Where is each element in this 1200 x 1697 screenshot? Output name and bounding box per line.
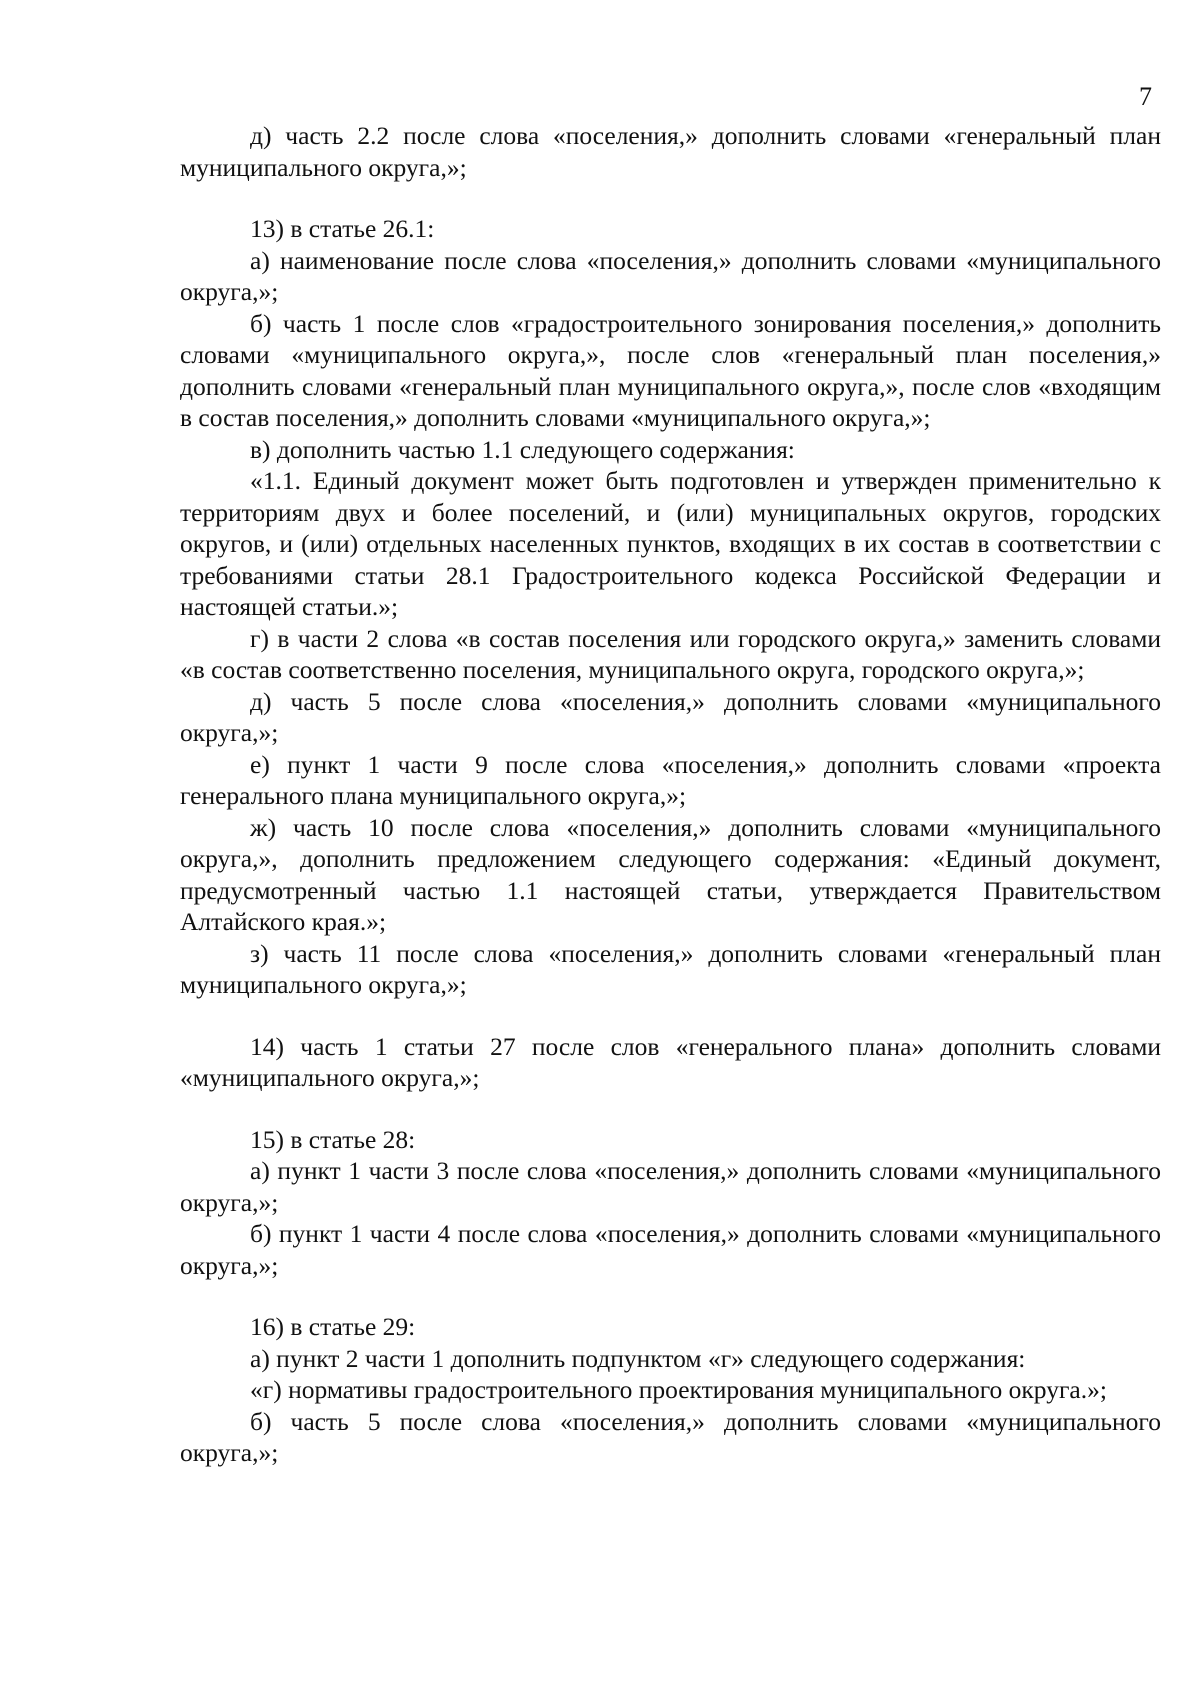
document-body [180, 120, 1161, 1469]
paragraph: б) часть 1 после слов «градостроительного зонирования поселения,» дополнить словами «муниципального округа,», после слов «генеральный план поселения,» дополнить словами «генеральный план муниципального округа,», после слов «входящим в состав поселения,» дополнить словами «муниципального округа,»; [180, 308, 1161, 432]
paragraph: д) часть 2.2 после слова «поселения,» дополнить словами «генеральный план муниципального округа,»; [180, 121, 1161, 182]
section-heading: 13) в статье 26.1: [250, 214, 435, 243]
paragraph: д) часть 5 после слова «поселения,» дополнить словами «муниципального округа,»; [180, 686, 1161, 747]
paragraph: в) дополнить частью 1.1 следующего содержания: [250, 434, 795, 464]
paragraph: б) пункт 1 части 4 после слова «поселения,» дополнить словами «муниципального округа,»; [180, 1219, 1161, 1280]
paragraph: г) в части 2 слова «в состав поселения или городского округа,» заменить словами «в состав соответственно поселения, муниципального округа, городского округа,»; [180, 623, 1161, 684]
paragraph: з) часть 11 после слова «поселения,» дополнить словами «генеральный план муниципального округа,»; [180, 938, 1161, 999]
section-heading: 14) часть 1 статьи 27 после слов «генерального плана» дополнить словами «муниципального округа,»; [180, 1031, 1161, 1092]
paragraph: а) наименование после слова «поселения,» дополнить словами «муниципального округа,»; [180, 245, 1161, 306]
paragraph: «1.1. Единый документ может быть подготовлен и утвержден применительно к территориям двух и более поселений, и (или) муниципальных округов, городских округов, и (или) отдельных населенных пунктов, входящих в их состав в соответствии с требованиями статьи 28.1 Градостроительного кодекса Российской Федерации и настоящей статьи.»; [180, 466, 1161, 621]
paragraph: а) пункт 2 части 1 дополнить подпунктом «г» следующего содержания: [250, 1343, 1026, 1373]
paragraph: б) часть 5 после слова «поселения,» дополнить словами «муниципального округа,»; [180, 1406, 1161, 1467]
section-heading: 15) в статье 28: [250, 1124, 416, 1154]
section-heading: 16) в статье 29: [250, 1312, 416, 1341]
paragraph: а) пункт 1 части 3 после слова «поселения,» дополнить словами «муниципального округа,»; [180, 1156, 1161, 1217]
paragraph: «г) нормативы градостроительного проектирования муниципального округа.»; [250, 1375, 1107, 1404]
paragraph: е) пункт 1 части 9 после слова «поселения,» дополнить словами «проекта генерального плана муниципального округа,»; [180, 749, 1161, 810]
page-number: 7 [1139, 82, 1152, 111]
paragraph: ж) часть 10 после слова «поселения,» дополнить словами «муниципального округа,», дополнить предложением следующего содержания: «Единый документ, предусмотренный частью 1.1 настоящей статьи, утверждается Правительством Алтайского края.»; [180, 812, 1161, 936]
